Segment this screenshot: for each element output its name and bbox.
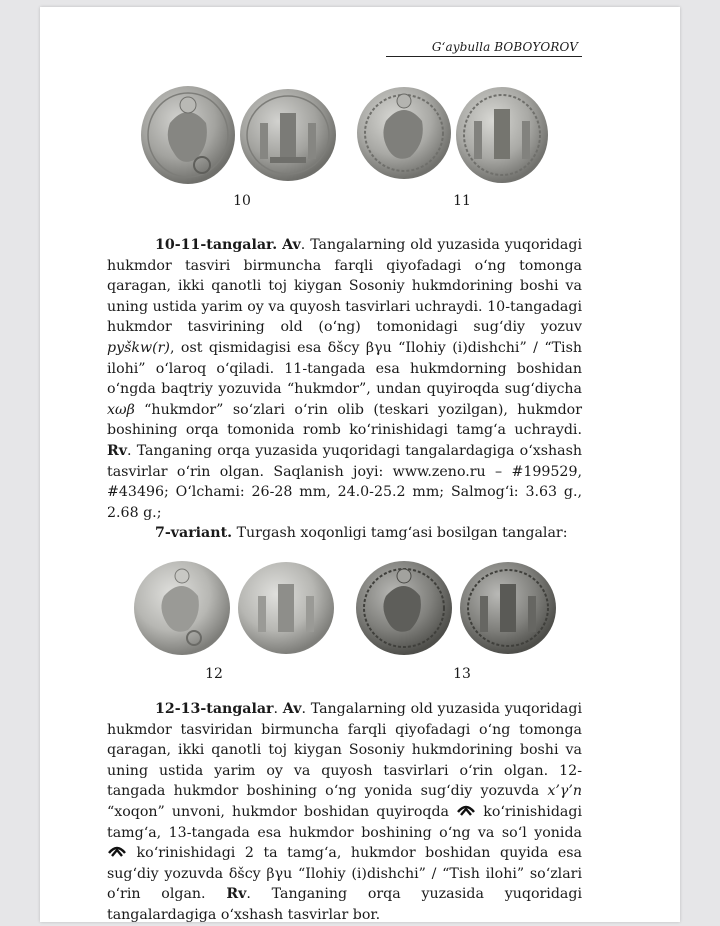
paragraph-lead: 12-13-tangalar [155, 701, 274, 717]
av-label: Av [282, 701, 302, 717]
coin-pair-13 [354, 558, 558, 666]
coin-pair-11 [356, 83, 550, 191]
figure-label-10: 10 [233, 193, 251, 209]
tamga-icon [107, 845, 127, 858]
figure-label-13: 13 [453, 666, 471, 682]
coin-13-image [354, 558, 558, 662]
text-segment: ko‘rinishidagi 2 ta tamg‘a, hukmdor boshidan quyida esa sug‘diy yozuvda δšcy βγu “Ilohiy (i)dishchi” / “Tish ilohi” so‘zlari o‘rin olgan. [107, 845, 582, 903]
coin-11-image [356, 83, 550, 187]
coin-pair-10 [140, 83, 338, 191]
text-segment: ko‘rinishidagi tamg‘a, 13-tangada esa hukmdor boshining o‘ng va so‘l yonida [107, 803, 582, 841]
coin-12-image [132, 556, 338, 660]
rv-label: Rv [107, 442, 128, 459]
sogdian-word: pyškw(r) [107, 339, 170, 356]
paragraph-lead: 7-variant. [155, 525, 233, 542]
text-segment: . [273, 701, 283, 717]
coin-10-image [140, 83, 338, 187]
header-rule [386, 56, 582, 57]
sogdian-word: xωβ [107, 401, 135, 418]
av-label: Av [282, 237, 301, 253]
text-segment: “xoqon” unvoni, hukmdor boshidan quyiroqda [107, 803, 457, 820]
paragraph-lead: 10-11-tangalar. [155, 237, 278, 253]
book-page [40, 7, 680, 922]
paragraph-10-11 [107, 235, 582, 544]
text-segment: . Tangalarning old yuzasida yuqoridagi hukmdor tasviridan birmuncha farqli qiyofadagi o‘ng tomonga qaragan, ikki qanotli toj kiygan Sosoniy hukmdorining boshi va uning ustida yarim oy va quyosh tasvirlari o‘rin olgan. 12-tangada hukmdor boshining o‘ng yonida sug‘diy yozuvda [107, 701, 582, 800]
text-segment: . Tangalarning old yuzasida yuqoridagi hukmdor tasviri birmuncha farqli qiyofadagi o‘ng tomonga qaragan, ikki qanotli toj kiygan Sosoniy hukmdorining boshi va uning ustida yarim oy va quyosh tasvirlari uchraydi. 10-tangadagi hukmdor tasvirining old (o‘ng) tomonidagi sug‘diy yozuv [107, 237, 582, 336]
tamga-icon [456, 804, 476, 817]
figure-label-11: 11 [453, 193, 471, 209]
figure-label-12: 12 [205, 666, 223, 682]
sogdian-word: x’γ’n [547, 783, 582, 800]
running-head: G‘aybulla BOBOYOROV [431, 40, 578, 54]
text-segment: , ost qismidagisi esa δšcy βγu “Ilohiy (i)dishchi” / “Tish ilohi” o‘laroq o‘qiladi. 11-tangada esa hukmdorning boshidan o‘ngda baqtriy yozuvida “hukmdor”, undan quyiroqda sug‘diycha [107, 339, 582, 398]
text-segment: Turgash xoqonligi tamg‘asi bosilgan tangalar: [232, 525, 568, 542]
text-segment: . Tanganing orqa yuzasida yuqoridagi tangalardagiga o‘xshash tasvirlar o‘rin olgan. Saqlanish joyi: www.zeno.ru – #199529, #43496; O‘lchami: 26-28 mm, 24.0-25.2 mm; Salmog‘i: 3.63 g., 2.68 g.; [107, 442, 582, 521]
rv-label: Rv [226, 886, 247, 903]
coin-pair-12 [132, 556, 338, 664]
paragraph-12-13 [107, 699, 582, 926]
text-segment: . Tanganing orqa yuzasida yuqoridagi tangalardagiga o‘xshash tasvirlar bor. [107, 886, 582, 923]
text-segment: “hukmdor” so‘zlari o‘rin olib (teskari yozilgan), hukmdor boshining orqa tomonida romb ko‘rinishidagi tamg‘a uchraydi. [107, 401, 582, 439]
